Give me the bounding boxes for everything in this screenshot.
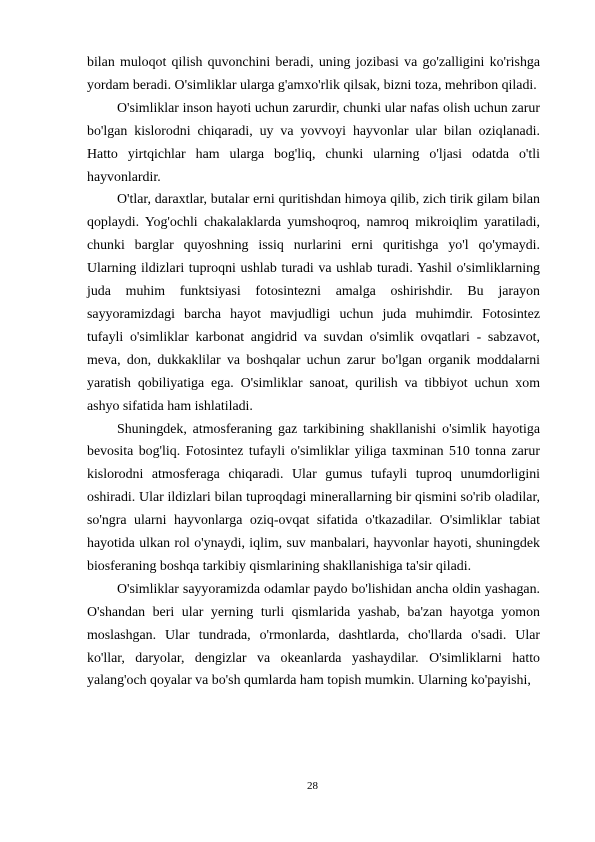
paragraph-atmosphere: Shuningdek, atmosferaning gaz tarkibining shakllanishi o'simlik hayotiga bevosita bog'liq. Fotosintez tufayli o'simliklar yiliga taxminan 510 tonna zarur kislorodni atmosferaga chiqaradi. Ular gumus tufayli tuproq unumdorligini oshiradi. Ular ildizlari bilan tuproqdagi minerallarning bir qismini so'rib oladilar, so'ngra ularni hayvonlarga oziq-ovqat sifatida o'tkazadilar. O'simliklar tabiat hayotida ulkan rol o'ynaydi, iqlim, suv manbalari, hayvonlar hayoti, shuningdek biosferaning boshqa tarkibiy qismlarining shakllanishiga ta'sir qiladi. bbox=[87, 421, 540, 574]
paragraph-oxygen: O'simliklar inson hayoti uchun zarurdir, chunki ular nafas olish uchun zarur bo'lgan kislorodni chiqaradi, uy va yovvoyi hayvonlar ular bilan oziqlanadi. Hatto yirtqichlar ham ularga bog'liq, chunki ularning o'ljasi odatda o'tli hayvonlardir. bbox=[87, 100, 540, 185]
paragraph-habitats: O'simliklar sayyoramizda odamlar paydo bo'lishidan ancha oldin yashagan. O'shandan beri ular yerning turli qismlarida yashab, ba'zan hayotga yomon moslashgan. Ular tundrada, o'rmonlarda, dashtlarda, cho'llarda o'sadi. Ular ko'llar, daryolar, dengizlar va okeanlarda yashaydilar. O'simliklarni hatto yalang'och qoyalar va bo'sh qumlarda ham topish mumkin. Ularning ko'payishi, bbox=[87, 581, 540, 689]
paragraph-photosynthesis: O'tlar, daraxtlar, butalar erni quritishdan himoya qilib, zich tirik gilam bilan qoplaydi. Yog'ochli chakalaklarda yumshoqroq, namroq mikroiqlim yaratiladi, chunki barglar quyoshning issiq nurlarini erni quritishga yo'l qo'ymaydi. Ularning ildizlari tuproqni ushlab turadi va ushlab turadi. Yashil o'simliklarning juda muhim funktsiyasi fotosintezni amalga oshirishdir. Bu jarayon sayyoramizdagi barcha hayot mavjudligi uchun juda muhimdir. Fotosintez tufayli o'simliklar karbonat angidrid va suvdan o'simlik ovqatlari - sabzavot, meva, don, dukkaklilar va boshqalar uchun zarur bo'lgan organik moddalarni yaratish qobiliyatiga ega. O'simliklar sanoat, qurilish va tibbiyot uchun xom ashyo sifatida ham ishlatiladi. bbox=[87, 192, 540, 414]
body-text bbox=[87, 52, 540, 693]
page-number: 28 bbox=[307, 780, 318, 792]
paragraph-continuation: bilan muloqot qilish quvonchini beradi, uning jozibasi va go'zalligini ko'rishga yordam beradi. O'simliklar ularga g'amxo'rlik qilsak, bizni toza, mehribon qiladi. bbox=[87, 55, 540, 93]
